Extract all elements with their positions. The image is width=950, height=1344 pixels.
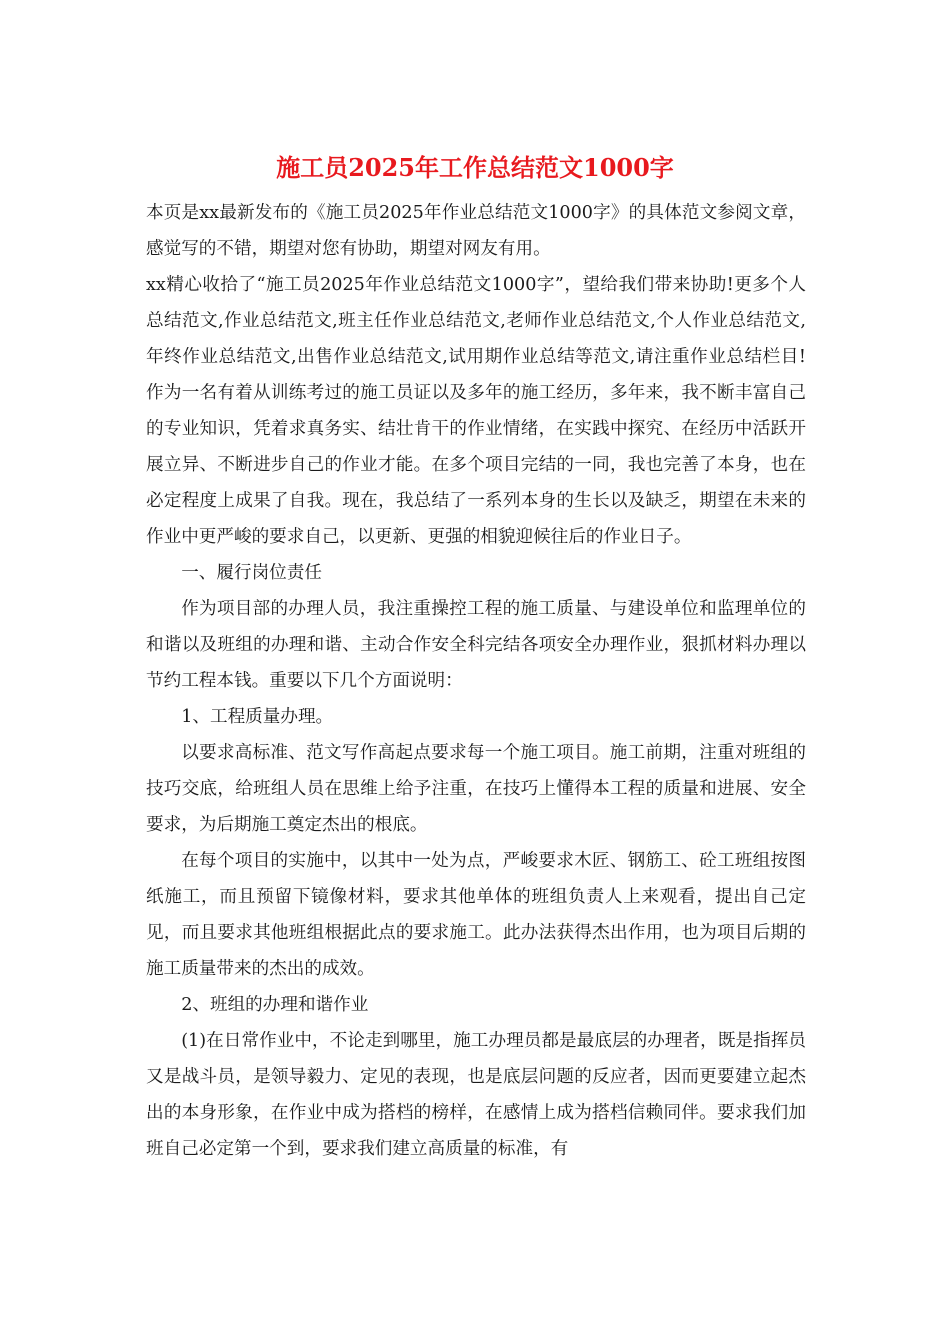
- quality-paragraph-1: 以要求高标准、范文写作高起点要求每一个施工项目。施工前期，注重对班组的技巧交底，给班组人员在思维上给予注重，在技巧上懂得本工程的质量和进展、安全要求，为后期施工奠定杰出的根底。: [146, 743, 806, 835]
- summary-paragraph: xx精心收拾了“施工员2025年作业总结范文1000字”，望给我们带来协助!更多个人总结范文,作业总结范文,班主任作业总结范文,老师作业总结范文,个人作业总结范文,年终作业总结范文,出售作业总结范文,试用期作业总结等范文,请注重作业总结栏目! 作为一名有着从训练考过的施工员证以及多年的施工经历，多年来，我不断丰富自己的专业知识，凭着求真务实、结壮肯干的作业情绪，在实践中探究、在经历中活跃开展立异、不断进步自己的作业才能。在多个项目完结的一同，我也完善了本身，也在必定程度上成果了自我。现在，我总结了一系列本身的生长以及缺乏，期望在未来的作业中更严峻的要求自己，以更新、更强的相貌迎候往后的作业日子。: [146, 275, 859, 547]
- section-heading-duties: 一、履行岗位责任: [181, 563, 322, 583]
- intro-paragraph: 本页是xx最新发布的《施工员2025年作业总结范文1000字》的具体范文参阅文章，感觉写的不错，期望对您有协助，期望对网友有用。: [146, 203, 806, 259]
- quality-paragraph-2: 在每个项目的实施中，以其中一处为点，严峻要求木匠、钢筋工、砼工班组按图纸施工，而且预留下镜像材料，要求其他单体的班组负责人上来观看，提出自己定见，而且要求其他班组根据此点的要求施工。此办法获得杰出作用，也为项目后期的施工质量带来的杰出的成效。: [146, 851, 806, 979]
- subsection-heading-team: 2、班组的办理和谐作业: [181, 995, 369, 1015]
- document-title: 施工员2025年工作总结范文1000字: [276, 153, 674, 182]
- team-paragraph-1: (1)在日常作业中，不论走到哪里，施工办理员都是最底层的办理者，既是指挥员又是战斗员，是领导毅力、定见的表现，也是底层问题的反应者，因而更要建立起杰出的本身形象，在作业中成为搭档的榜样，在感情上成为搭档信赖同伴。要求我们加班自己必定第一个到，要求我们建立高质量的标准，有: [146, 1031, 806, 1159]
- document-body: [146, 195, 859, 1167]
- subsection-heading-quality: 1、工程质量办理。: [181, 707, 334, 727]
- duties-paragraph: 作为项目部的办理人员，我注重操控工程的施工质量、与建设单位和监理单位的和谐以及班组的办理和谐、主动合作安全科完结各项安全办理作业，狠抓材料办理以节约工程本钱。重要以下几个方面说明：: [146, 599, 806, 691]
